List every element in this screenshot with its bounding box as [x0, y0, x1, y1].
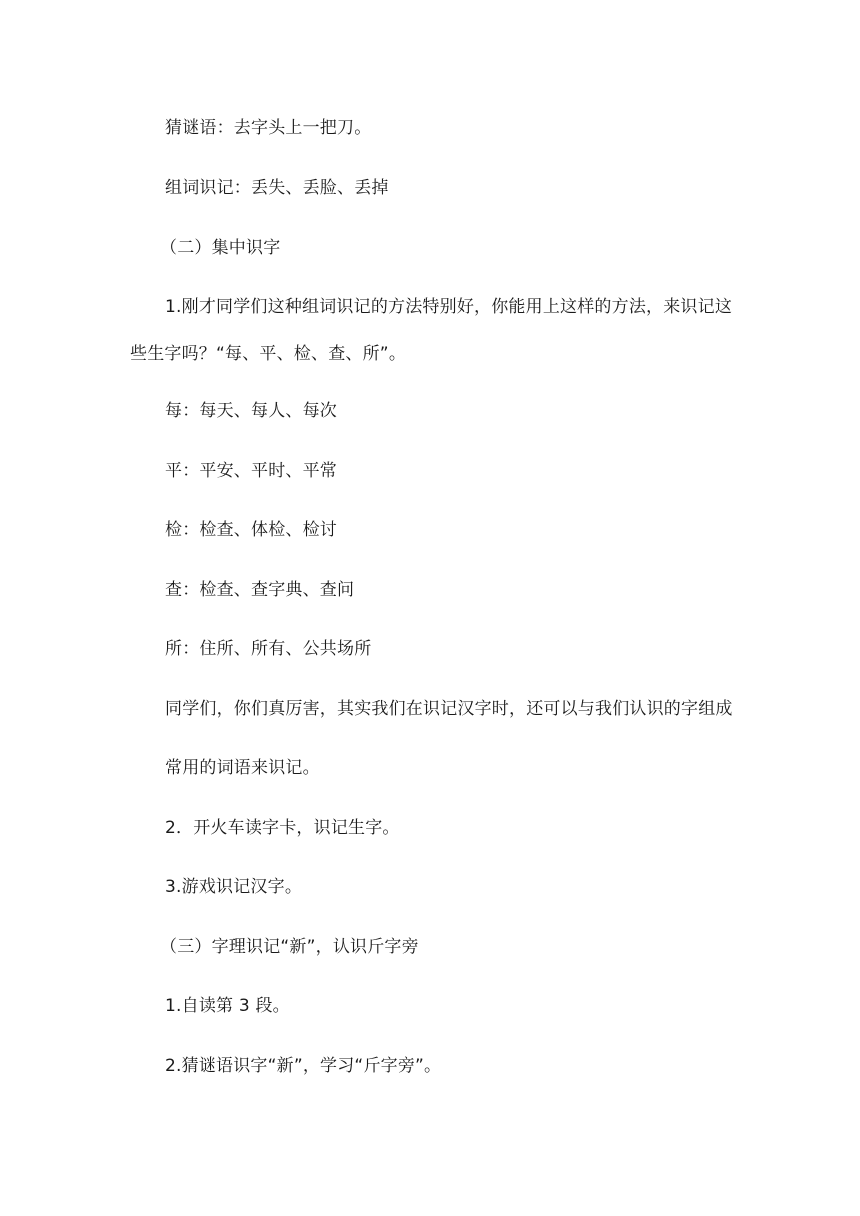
char-item-ping: 平：平安、平时、平常	[165, 461, 337, 481]
char-item-jian: 检：检查、体检、检讨	[165, 520, 337, 540]
paragraph-line: 同学们，你们真厉害，其实我们在识记汉字时，还可以与我们认识的字组成	[165, 699, 733, 719]
step-item: 2.猜谜语识字“新”，学习“斤字旁”。	[165, 1056, 442, 1076]
step-item: 3.游戏识记汉字。	[165, 877, 303, 897]
char-item-cha: 查：检查、查字典、查问	[165, 580, 355, 600]
char-item-mei: 每：每天、每人、每次	[165, 401, 337, 421]
paragraph-line: 1.刚才同学们这种组词识记的方法特别好，你能用上这样的方法，来识记这	[165, 297, 733, 317]
step-item: 2．开火车读字卡，识记生字。	[165, 818, 400, 838]
paragraph-line-continued: 些生字吗？“每、平、检、查、所”。	[130, 344, 407, 364]
char-item-suo: 所：住所、所有、公共场所	[165, 639, 372, 659]
word-group-line: 组词识记：丢失、丢脸、丢掉	[165, 178, 389, 198]
riddle-line: 猜谜语：去字头上一把刀。	[165, 118, 372, 138]
section-heading-2: （二）集中识字	[160, 238, 281, 258]
step-item: 1.自读第 3 段。	[165, 996, 290, 1016]
section-heading-3: （三）字理识记“新”，认识斤字旁	[160, 937, 419, 957]
paragraph-line-continued: 常用的词语来识记。	[165, 758, 320, 778]
